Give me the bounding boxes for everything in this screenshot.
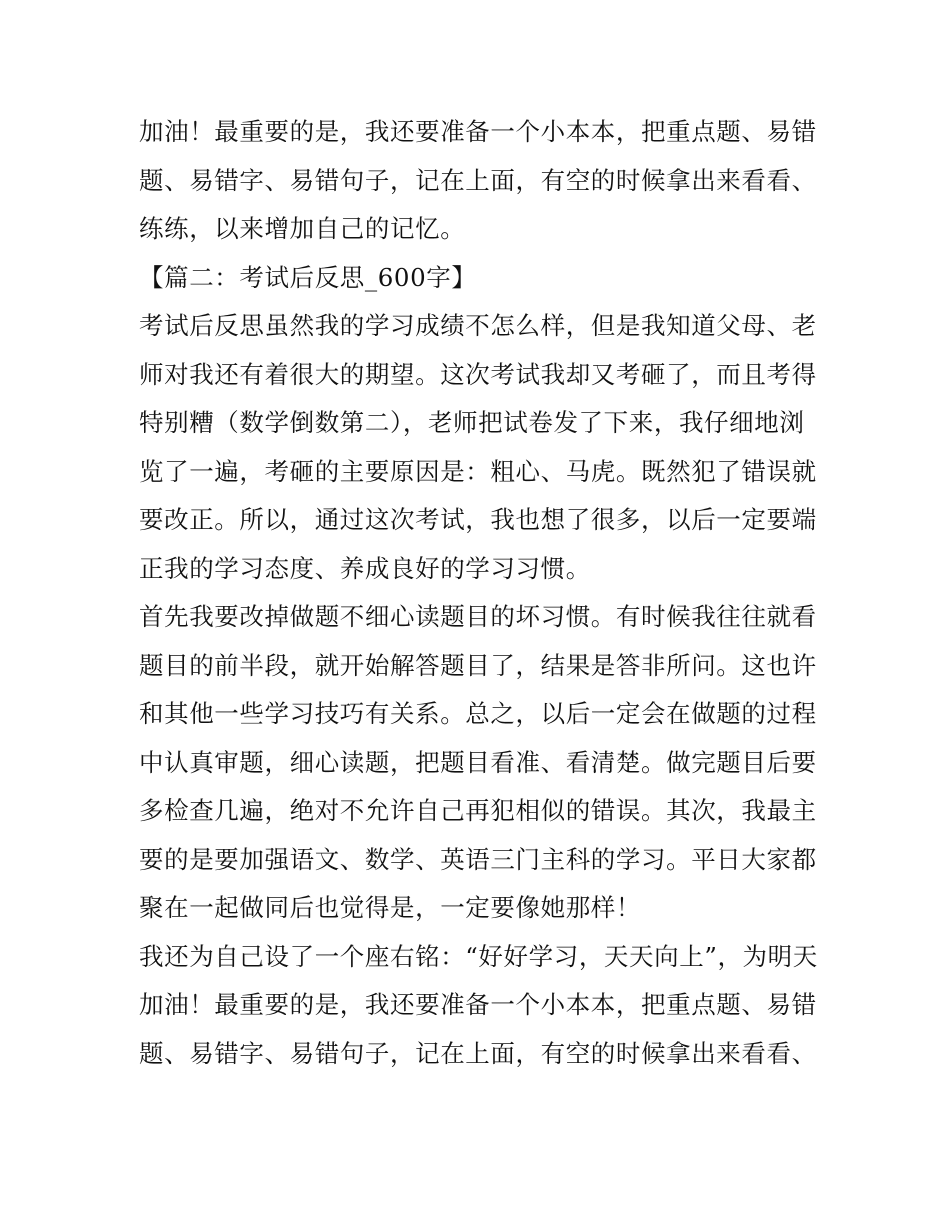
- section-heading: 【篇二：考试后反思_600字】: [139, 262, 477, 292]
- text-line: 题目的前半段，就开始解答题目了，结果是答非所问。这也许: [139, 650, 817, 680]
- text-line: 我还为自己设了一个座右铭：“好好学习，天天向上”，为明天: [139, 941, 818, 971]
- text-line: 师对我还有着很大的期望。这次考试我却又考砸了，而且考得: [139, 359, 817, 389]
- text-line: 加油！最重要的是，我还要准备一个小本本，把重点题、易错: [139, 117, 817, 146]
- text-line: 聚在一起做同后也觉得是，一定要像她那样！: [139, 893, 641, 922]
- text-line: 正我的学习态度、养成良好的学习习惯。: [139, 553, 591, 583]
- document-body: [139, 108, 829, 1078]
- text-line: 和其他一些学习技巧有关系。总之，以后一定会在做题的过程: [139, 699, 817, 728]
- text-line: 要改正。所以，通过这次考试，我也想了很多，以后一定要端: [139, 505, 817, 534]
- text-line: 题、易错字、易错句子，记在上面，有空的时候拿出来看看、: [139, 1038, 817, 1068]
- text-line: 练练，以来增加自己的记忆。: [139, 214, 466, 243]
- text-line: 首先我要改掉做题不细心读题目的坏习惯。有时候我往往就看: [139, 602, 817, 631]
- text-line: 题、易错字、易错句子，记在上面，有空的时候拿出来看看、: [139, 165, 817, 195]
- text-line: 览了一遍，考砸的主要原因是：粗心、马虎。既然犯了错误就: [139, 456, 817, 486]
- text-line: 加油！最重要的是，我还要准备一个小本本，把重点题、易错: [139, 990, 817, 1019]
- text-line: 要的是要加强语文、数学、英语三门主科的学习。平日大家都: [139, 844, 817, 874]
- text-line: 考试后反思虽然我的学习成绩不怎么样，但是我知道父母、老: [139, 311, 817, 340]
- text-line: 多检查几遍，绝对不允许自己再犯相似的错误。其次，我最主: [139, 796, 817, 825]
- text-line: 中认真审题，细心读题，把题目看准、看清楚。做完题目后要: [139, 747, 817, 777]
- text-line: 特别糟（数学倒数第二），老师把试卷发了下来，我仔细地浏: [139, 408, 805, 437]
